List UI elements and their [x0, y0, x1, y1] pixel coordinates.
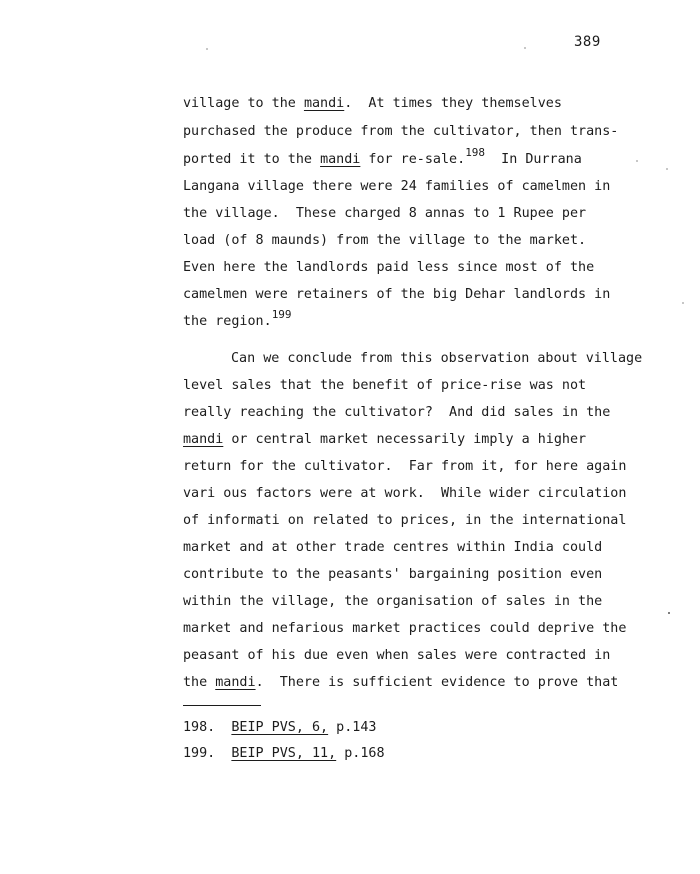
text-line	[183, 674, 618, 692]
text-run: In Durrana	[485, 152, 582, 167]
footnote-marker: 199	[271, 308, 292, 321]
text-line: of informati on related to prices, in the international	[183, 513, 627, 528]
text-line: vari ous factors were at work. While wider circulation	[183, 486, 627, 501]
footnote	[183, 745, 385, 763]
text-line: market and nefarious market practices could deprive the	[183, 621, 627, 636]
text-line: level sales that the benefit of price-rise was not	[183, 378, 587, 393]
text-run: or central market necessarily imply a higher	[223, 432, 587, 447]
text-line: within the village, the organisation of sales in the	[183, 594, 603, 609]
underlined-term: mandi	[183, 432, 224, 447]
text-line: return for the cultivator. Far from it, for here again	[183, 459, 627, 474]
text-line	[183, 308, 292, 331]
underlined-term: mandi	[303, 96, 345, 111]
text-line: the village. These charged 8 annas to 1 Rupee per	[183, 206, 587, 221]
scan-speck	[524, 47, 526, 49]
underlined-term: mandi	[320, 152, 361, 167]
text-line: load (of 8 maunds) from the village to the market.	[183, 233, 587, 248]
footnote-number: 199.	[183, 746, 216, 761]
text-run: for re-sale.	[360, 152, 466, 167]
text-line: contribute to the peasants' bargaining position even	[183, 567, 603, 582]
footnote-separator	[183, 705, 261, 706]
footnote-reference: BEIP PVS, 6,	[231, 720, 329, 735]
footnote-reference: BEIP PVS, 11,	[231, 746, 337, 761]
text-line: camelmen were retainers of the big Dehar landlords in	[183, 287, 611, 302]
text-run: the	[183, 675, 216, 690]
footnote-number: 198.	[183, 720, 216, 735]
text-line	[183, 95, 562, 113]
text-line: Even here the landlords paid less since most of the	[183, 260, 595, 275]
scan-speck	[636, 160, 638, 162]
text-line	[183, 146, 582, 169]
text-line: Langana village there were 24 families of camelmen in	[183, 179, 611, 194]
text-run: . At times they themselves	[344, 96, 562, 111]
text-run: the region.	[183, 314, 272, 329]
footnote-page: p.143	[328, 720, 377, 735]
text-line: Can we conclude from this observation about village	[231, 351, 643, 366]
scan-speck	[682, 302, 684, 304]
scan-speck	[206, 48, 208, 50]
scan-speck	[668, 612, 670, 614]
text-line: purchased the produce from the cultivator, then trans-	[183, 124, 619, 139]
text-line	[183, 431, 586, 449]
text-line: market and at other trade centres within India could	[183, 540, 603, 555]
footnote-marker: 198	[465, 146, 486, 159]
text-run: ported it to the	[183, 152, 321, 167]
footnote	[183, 719, 377, 737]
text-line: peasant of his due even when sales were contracted in	[183, 648, 611, 663]
page-number: 389	[574, 34, 601, 50]
underlined-term: mandi	[215, 675, 256, 690]
text-run: village to the	[183, 96, 304, 111]
text-line: really reaching the cultivator? And did sales in the	[183, 405, 611, 420]
footnote-page: p.168	[336, 746, 385, 761]
text-run: . There is sufficient evidence to prove that	[255, 675, 619, 690]
scan-speck	[666, 168, 668, 170]
